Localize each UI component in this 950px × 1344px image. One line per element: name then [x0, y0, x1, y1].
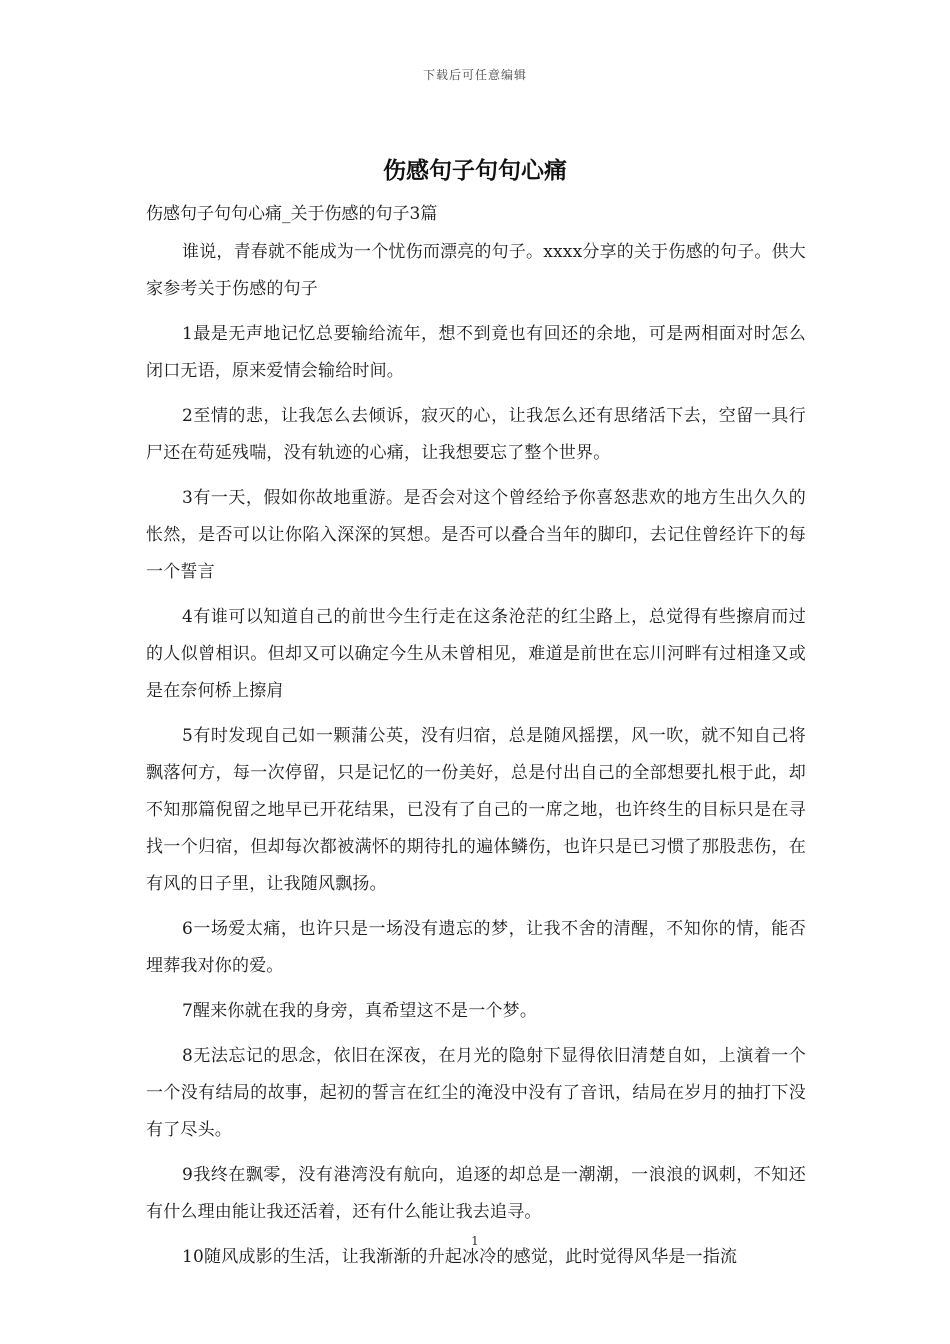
paragraph-1: 1最是无声地记忆总要输给流年，想不到竟也有回还的余地，可是两相面对时怎么闭口无语，原来爱情会输给时间。	[146, 324, 806, 381]
paragraph-8: 8无法忘记的思念，依旧在深夜，在月光的隐射下显得依旧清楚自如，上演着一个一个没有结局的故事，起初的誓言在红尘的淹没中没有了音讯，结局在岁月的抽打下没有了尽头。	[146, 1046, 806, 1140]
paragraph-7: 7醒来你就在我的身旁，真希望这不是一个梦。	[182, 1001, 538, 1021]
document-body	[146, 234, 806, 1284]
paragraph-5: 5有时发现自己如一颗蒲公英，没有归宿，总是随风摇摆，风一吹，就不知自己将飘落何方，每一次停留，只是记忆的一份美好，总是付出自己的全部想要扎根于此，却不知那篇倪留之地早已开花结果，已没有了自己的一席之地，也许终生的目标只是在寻找一个归宿，但却每次都被满怀的期待扎的遍体鳞伤，也许只是已习惯了那股悲伤，在有风的日子里，让我随风飘扬。	[146, 726, 806, 894]
header-note: 下载后可任意编辑	[422, 68, 527, 82]
paragraph-9: 9我终在飘零，没有港湾没有航向，追逐的却总是一潮潮，一浪浪的讽刺，不知还有什么理由能让我还活着，还有什么能让我去追寻。	[146, 1165, 806, 1222]
document-title: 伤感句子句句心痛	[383, 157, 567, 184]
document-subtitle: 伤感句子句句心痛_关于伤感的句子3篇	[146, 204, 438, 224]
paragraph-4: 4有谁可以知道自己的前世今生行走在这条沧茫的红尘路上，总觉得有些擦肩而过的人似曾相识。但却又可以确定今生从未曾相见，难道是前世在忘川河畔有过相逢又或是在奈何桥上擦肩	[146, 607, 806, 701]
page-number: 1	[471, 1234, 479, 1248]
paragraph-3: 3有一天，假如你故地重游。是否会对这个曾经给予你喜怒悲欢的地方生出久久的怅然，是否可以让你陷入深深的冥想。是否可以叠合当年的脚印，去记住曾经许下的每一个誓言	[146, 488, 806, 582]
paragraph-2: 2至情的悲，让我怎么去倾诉，寂灭的心，让我怎么还有思绪活下去，空留一具行尸还在苟延残喘，没有轨迹的心痛，让我想要忘了整个世界。	[146, 406, 806, 463]
paragraph-10: 10随风成影的生活，让我渐渐的升起冰冷的感觉，此时觉得风华是一指流	[182, 1247, 738, 1267]
paragraph-6: 6一场爱太痛，也许只是一场没有遗忘的梦，让我不舍的清醒，不知你的情，能否埋葬我对你的爱。	[146, 919, 806, 976]
paragraph-intro: 谁说，青春就不能成为一个忧伤而漂亮的句子。xxxx分享的关于伤感的句子。供大家参考关于伤感的句子	[146, 242, 806, 299]
